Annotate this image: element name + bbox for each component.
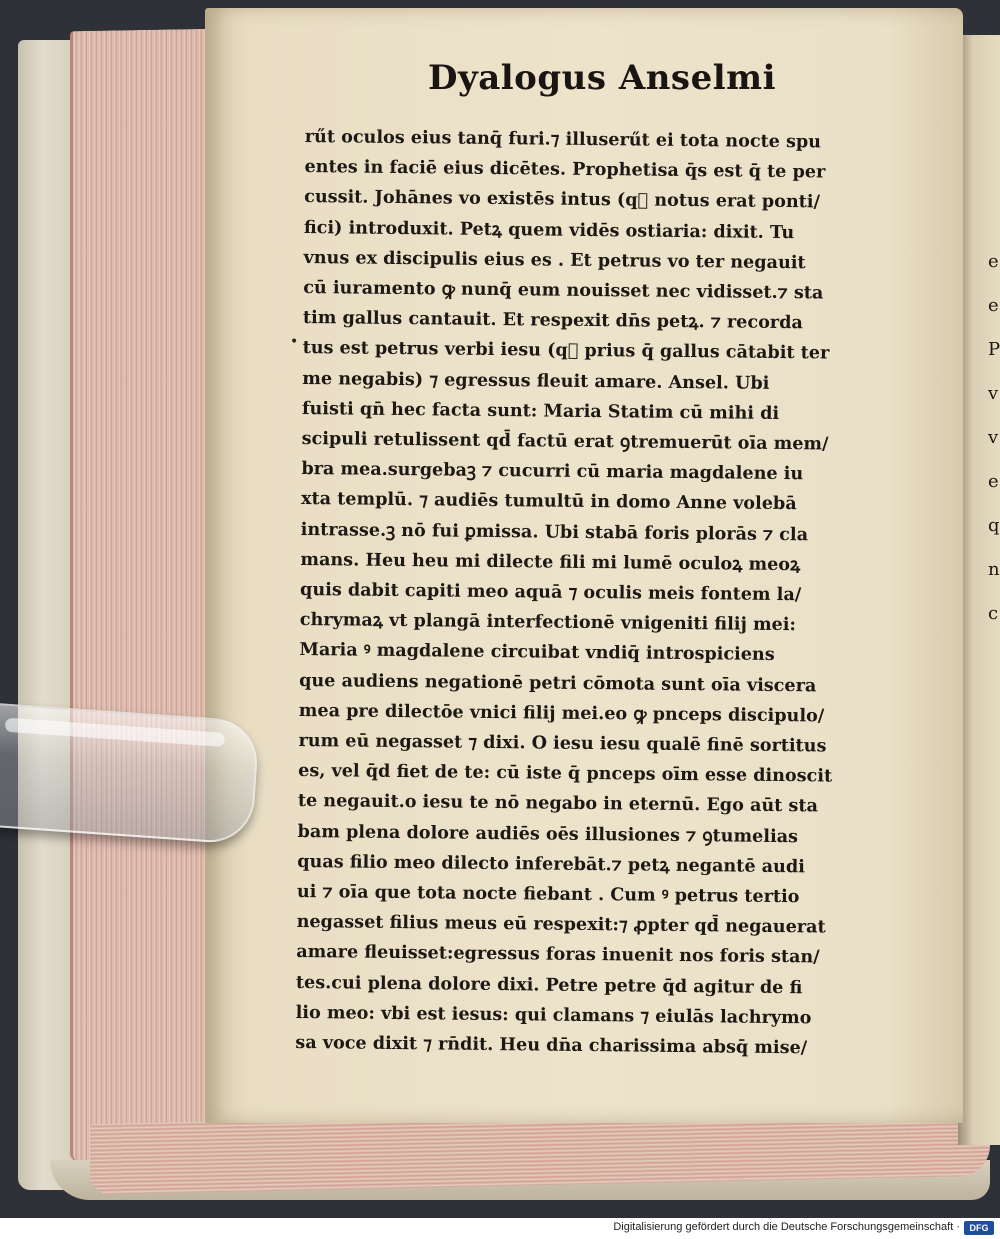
footer-credit: Digitalisierung gefördert durch die Deutsche Forschungsgemeinschaft · bbox=[613, 1221, 960, 1233]
text-line: scipuli retulissent qd̄ factū erat ꝯtremuerūt oīa mem/ bbox=[301, 428, 829, 455]
margin-mark: • bbox=[290, 334, 299, 350]
text-line: sa voce dixit ⁊ rn̄dit. Heu dn̄a charissima absq̄ mise/ bbox=[295, 1032, 808, 1059]
holder-highlight bbox=[5, 718, 225, 747]
dfg-logo: DFG bbox=[964, 1221, 994, 1235]
text-line: rűt oculos eius tanq̄ furi.⁊ illuserűt ei tota nocte spu bbox=[304, 125, 822, 153]
text-line: amare fleuisset:egressus foras inuenit nos foris stan/ bbox=[296, 941, 820, 968]
text-line: bra mea.surgebaꝫ ⁊ cucurri cū maria magdalene iu bbox=[301, 458, 804, 485]
text-line: negasset filius meus eū respexit:⁊ ꝓpter qd̄ negauerat bbox=[296, 911, 826, 938]
text-line: lio meo: vbi est iesus: qui clamans ⁊ eiulās lachrymo bbox=[295, 1001, 812, 1029]
footer-bar bbox=[0, 1218, 1000, 1239]
text-line: quis dabit capiti meo aquā ⁊ oculis meis fontem la/ bbox=[299, 579, 802, 606]
text-line: tes.cui plena dolore dixi. Petre petre q̄d agitur de fi bbox=[295, 971, 803, 998]
book-cover bbox=[18, 40, 78, 1190]
text-line: mea pre dilectōe vnici filij mei.eo ꝙ pnceps discipulo/ bbox=[298, 699, 825, 727]
text-line: xta templū. ⁊ audiēs tumultū in domo Anne volebā bbox=[300, 488, 797, 515]
text-line: entes in faciē eius dicētes. Prophetisa q̄s est q̄ te per bbox=[304, 156, 826, 183]
text-line: que audiens negationē petri cōmota sunt oīa viscera bbox=[299, 669, 817, 697]
text-line: mans. Heu heu mi dilecte fili mi lumē oculoꝝ meoꝝ bbox=[300, 548, 801, 576]
text-line: te negauit.o iesu te nō negabo in eternū. Ego aūt sta bbox=[297, 790, 819, 817]
text-line: vnus ex discipulis eius es . Et petrus vo ter negauit bbox=[303, 246, 806, 274]
page-text bbox=[295, 122, 885, 1064]
text-line: rum eū negasset ⁊ dixi. O iesu iesu qualē finē sortitus bbox=[298, 730, 827, 757]
text-line: tus est petrus verbi iesu (q᷑ prius q̄ gallus cātabit ter bbox=[302, 337, 830, 364]
text-line: es, vel q̄d fiet de te: cū iste q̄ pnceps oīm esse dinoscit bbox=[298, 760, 833, 787]
text-line: cussit. Johānes vo existēs intus (q᷑ notus erat ponti/ bbox=[304, 186, 821, 213]
text-line: chrymaꝝ vt plangā interfectionē vnigeniti filij mei: bbox=[299, 609, 797, 636]
text-line: Maria ꝰ magdalene circuibat vndiq̄ introspiciens bbox=[299, 639, 775, 666]
text-line: bam plena dolore audiēs oēs illusiones ⁊ ꝯtumelias bbox=[297, 820, 799, 847]
text-line: ui ⁊ oīa que tota nocte fiebant . Cum ꝰ petrus tertio bbox=[296, 881, 800, 908]
page-edges bbox=[70, 29, 213, 1161]
text-line: me negabis) ⁊ egressus fleuit amare. Ansel. Ubi bbox=[302, 367, 770, 394]
facing-page-fragments: e e P v v e q n c bbox=[988, 251, 1000, 624]
text-line: fuisti qn̄ hec facta sunt: Maria Statim cū mihi di bbox=[301, 397, 780, 424]
glass-page-holder bbox=[0, 703, 260, 845]
text-line: intrasse.ꝫ nō fui ꝑmissa. Ubi stabā foris plorās ⁊ cla bbox=[300, 518, 809, 545]
text-line: cū iuramento ꝙ nunq̄ eum nouisset nec vidisset.⁊ sta bbox=[303, 277, 824, 304]
text-line: fici) introduxit. Petꝝ quem vidēs ostiaria: dixit. Tu bbox=[303, 216, 795, 243]
running-head: Dyalogus Anselmi bbox=[428, 58, 777, 98]
text-line: quas filio meo dilecto inferebāt.⁊ petꝝ negantē audi bbox=[297, 850, 805, 878]
text-line: tim gallus cantauit. Et respexit dn̄s petꝝ. ⁊ recorda bbox=[302, 307, 803, 334]
